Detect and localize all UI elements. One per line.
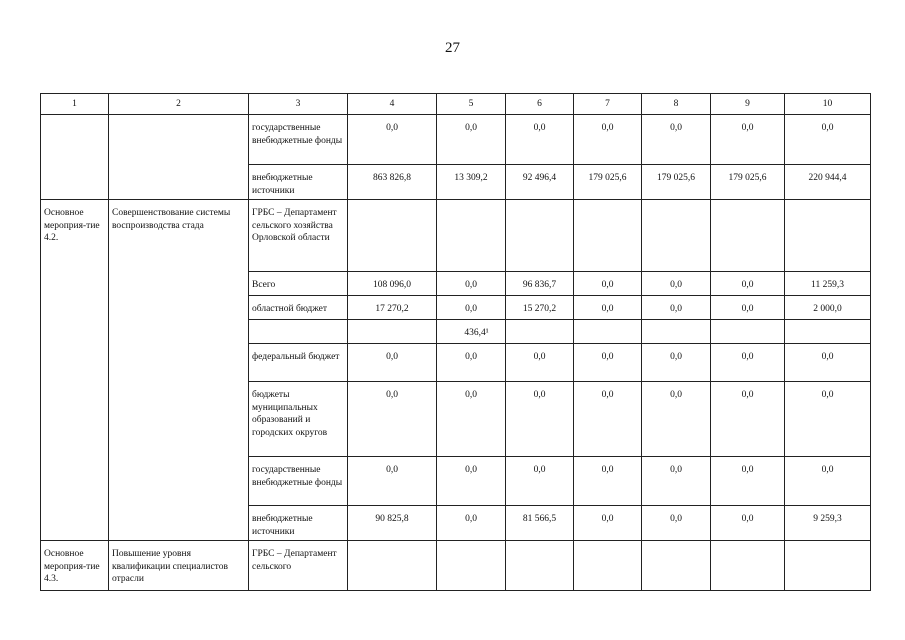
value-cell: 96 836,7 xyxy=(506,272,574,296)
empty-cell xyxy=(574,320,642,344)
row-label: областной бюджет xyxy=(249,296,348,320)
value-cell: 0,0 xyxy=(506,344,574,382)
value-cell: 0,0 xyxy=(506,457,574,506)
empty-cell xyxy=(249,320,348,344)
value-cell: 0,0 xyxy=(711,296,785,320)
value-cell: 0,0 xyxy=(785,344,871,382)
empty-cell xyxy=(642,200,711,272)
value-cell: 0,0 xyxy=(785,382,871,457)
empty-cell xyxy=(506,541,574,591)
value-cell: 0,0 xyxy=(574,506,642,541)
row-label: внебюджетные источники xyxy=(249,506,348,541)
value-cell: 0,0 xyxy=(642,457,711,506)
empty-cell xyxy=(711,320,785,344)
grbs-label: ГРБС – Департамент сельского xyxy=(249,541,348,591)
grbs-label: ГРБС – Департамент сельского хозяйства Орловской области xyxy=(249,200,348,272)
value-cell: 0,0 xyxy=(348,382,437,457)
row-label: бюджеты муниципальных образований и городских округов xyxy=(249,382,348,457)
col-header: 9 xyxy=(711,94,785,115)
col-header: 7 xyxy=(574,94,642,115)
row-label: Всего xyxy=(249,272,348,296)
header-row xyxy=(41,94,871,115)
value-cell: 0,0 xyxy=(574,344,642,382)
empty-cell xyxy=(348,200,437,272)
col-header: 4 xyxy=(348,94,437,115)
value-cell: 11 259,3 xyxy=(785,272,871,296)
value-cell: 0,0 xyxy=(711,344,785,382)
empty-cell xyxy=(506,200,574,272)
row-label: государственные внебюджетные фонды xyxy=(249,115,348,165)
value-cell: 220 944,4 xyxy=(785,165,871,200)
value-cell: 0,0 xyxy=(642,344,711,382)
value-cell: 436,4¹ xyxy=(437,320,506,344)
value-cell: 0,0 xyxy=(437,506,506,541)
row-label: федеральный бюджет xyxy=(249,344,348,382)
value-cell: 0,0 xyxy=(437,382,506,457)
value-cell: 0,0 xyxy=(437,272,506,296)
value-cell: 0,0 xyxy=(348,344,437,382)
value-cell: 0,0 xyxy=(348,115,437,165)
value-cell: 90 825,8 xyxy=(348,506,437,541)
activity-id: Основное мероприя-тие 4.2. xyxy=(41,200,109,541)
value-cell: 0,0 xyxy=(785,457,871,506)
col-header: 1 xyxy=(41,94,109,115)
value-cell: 0,0 xyxy=(437,344,506,382)
value-cell: 0,0 xyxy=(711,115,785,165)
empty-cell xyxy=(348,320,437,344)
col-header: 2 xyxy=(109,94,249,115)
empty-cell xyxy=(437,541,506,591)
table-row xyxy=(41,115,871,165)
value-cell: 0,0 xyxy=(506,382,574,457)
value-cell: 15 270,2 xyxy=(506,296,574,320)
row-label: государственные внебюджетные фонды xyxy=(249,457,348,506)
empty-cell xyxy=(785,541,871,591)
value-cell: 0,0 xyxy=(642,296,711,320)
empty-cell xyxy=(785,200,871,272)
value-cell: 179 025,6 xyxy=(574,165,642,200)
empty-cell xyxy=(711,200,785,272)
value-cell: 17 270,2 xyxy=(348,296,437,320)
empty-cell xyxy=(348,541,437,591)
empty-cell xyxy=(109,115,249,200)
value-cell: 179 025,6 xyxy=(642,165,711,200)
value-cell: 0,0 xyxy=(437,296,506,320)
value-cell: 0,0 xyxy=(348,457,437,506)
value-cell: 0,0 xyxy=(574,296,642,320)
value-cell: 108 096,0 xyxy=(348,272,437,296)
value-cell: 0,0 xyxy=(437,115,506,165)
value-cell: 0,0 xyxy=(642,506,711,541)
activity-id: Основное мероприя-тие 4.3. xyxy=(41,541,109,591)
col-header: 3 xyxy=(249,94,348,115)
page-number: 27 xyxy=(445,40,460,56)
value-cell: 0,0 xyxy=(574,272,642,296)
table-row xyxy=(41,541,871,591)
value-cell: 0,0 xyxy=(574,382,642,457)
value-cell: 0,0 xyxy=(642,382,711,457)
activity-name: Совершенствование системы воспроизводства стада xyxy=(109,200,249,541)
value-cell: 0,0 xyxy=(437,457,506,506)
value-cell: 0,0 xyxy=(711,382,785,457)
value-cell: 0,0 xyxy=(642,272,711,296)
value-cell: 2 000,0 xyxy=(785,296,871,320)
value-cell: 0,0 xyxy=(642,115,711,165)
value-cell: 92 496,4 xyxy=(506,165,574,200)
empty-cell xyxy=(785,320,871,344)
empty-cell xyxy=(574,541,642,591)
row-label: внебюджетные источники xyxy=(249,165,348,200)
value-cell: 0,0 xyxy=(711,457,785,506)
empty-cell xyxy=(506,320,574,344)
value-cell: 0,0 xyxy=(711,506,785,541)
activity-name: Повышение уровня квалификации специалистов отрасли xyxy=(109,541,249,591)
value-cell: 0,0 xyxy=(574,115,642,165)
value-cell: 0,0 xyxy=(711,272,785,296)
value-cell: 13 309,2 xyxy=(437,165,506,200)
table-row xyxy=(41,200,871,272)
empty-cell xyxy=(642,320,711,344)
empty-cell xyxy=(437,200,506,272)
value-cell: 0,0 xyxy=(506,115,574,165)
empty-cell xyxy=(41,115,109,200)
col-header: 6 xyxy=(506,94,574,115)
col-header: 10 xyxy=(785,94,871,115)
value-cell: 0,0 xyxy=(785,115,871,165)
value-cell: 81 566,5 xyxy=(506,506,574,541)
col-header: 8 xyxy=(642,94,711,115)
budget-table xyxy=(40,93,871,591)
value-cell: 179 025,6 xyxy=(711,165,785,200)
value-cell: 9 259,3 xyxy=(785,506,871,541)
col-header: 5 xyxy=(437,94,506,115)
value-cell: 863 826,8 xyxy=(348,165,437,200)
value-cell: 0,0 xyxy=(574,457,642,506)
empty-cell xyxy=(642,541,711,591)
empty-cell xyxy=(574,200,642,272)
empty-cell xyxy=(711,541,785,591)
